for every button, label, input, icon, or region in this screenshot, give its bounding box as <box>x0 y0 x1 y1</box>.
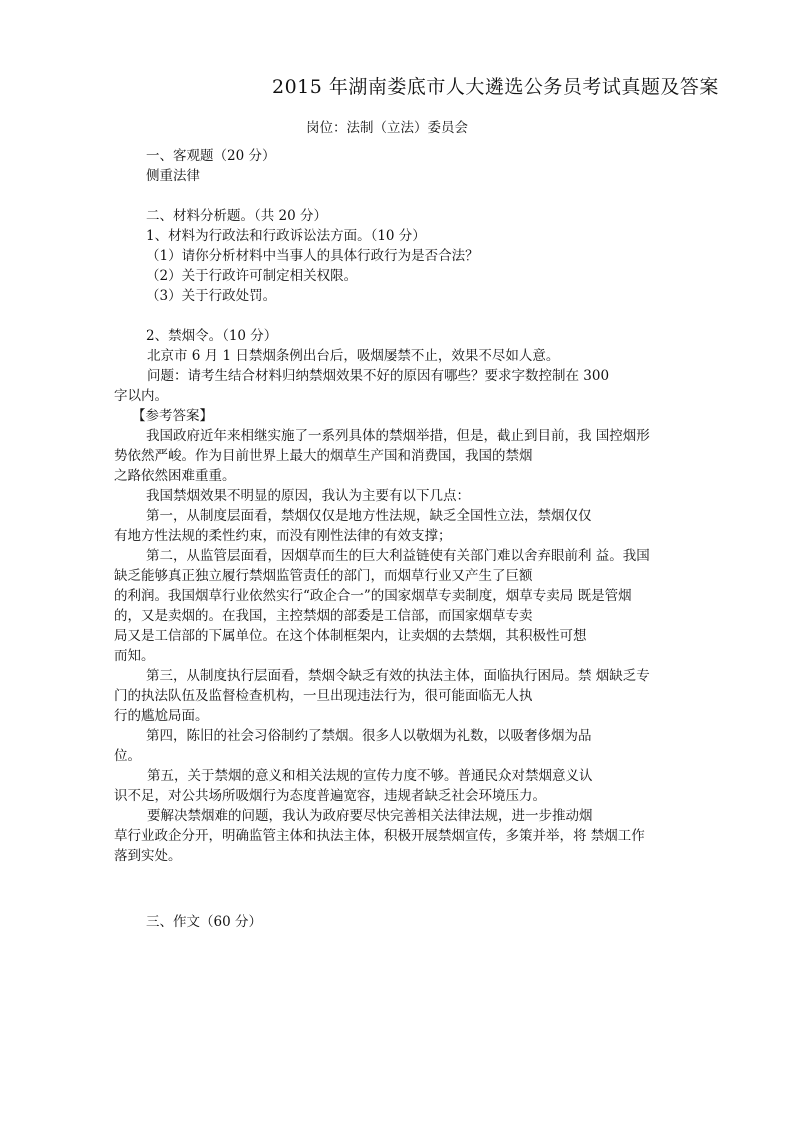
answer-paragraph: 要解决禁烟难的问题，我认为政府要尽快完善相关法律法规，进一步推动烟 <box>147 808 593 824</box>
answer-paragraph: 我国政府近年来相继实施了一系列具体的禁烟举措，但是，截止到目前，我 国控烟形 <box>146 428 650 444</box>
section-note: 侧重法律 <box>146 168 200 184</box>
answer-paragraph: 行的尴尬局面。 <box>114 708 209 724</box>
answer-paragraph: 落到实处。 <box>114 848 182 864</box>
question-title: 2、禁烟令。（10 分） <box>146 328 278 344</box>
question-item: （1）请你分析材料中当事人的具体行政行为是否合法？ <box>146 248 479 264</box>
answer-paragraph: 门的执法队伍及监督检查机构，一旦出现违法行为，很可能面临无人执 <box>114 688 533 704</box>
post-label: 岗位：法制（立法）委员会 <box>306 120 468 136</box>
spacer <box>114 306 689 326</box>
question-item: （3）关于行政处罚。 <box>146 288 277 304</box>
answer-paragraph: 第一，从制度层面看，禁烟仅仅是地方性法规，缺乏全国性立法，禁烟仅仅 <box>146 508 592 524</box>
answer-paragraph: 我国禁烟效果不明显的原因，我认为主要有以下几点： <box>146 488 470 504</box>
document-title: 2015 年湖南娄底市人大遴选公务员考试真题及答案 <box>272 76 719 98</box>
spacer <box>114 186 689 206</box>
question-item: （2）关于行政许可制定相关权限。 <box>146 268 358 284</box>
section-heading: 二、材料分析题。（共 20 分） <box>146 208 328 224</box>
answer-paragraph: 第三，从制度执行层面看，禁烟令缺乏有效的执法主体，面临执行困局。禁 烟缺乏专 <box>146 668 650 684</box>
answer-paragraph: 位。 <box>114 748 141 764</box>
answer-paragraph: 识不足，对公共场所吸烟行为态度普遍宽容，违规者缺乏社会环境压力。 <box>114 788 546 804</box>
section-heading: 一、客观题（20 分） <box>146 148 276 164</box>
answer-paragraph: 的利润。我国烟草行业依然实行“政企合一”的国家烟草专卖制度，烟草专卖局 既是管烟 <box>114 588 632 604</box>
answer-paragraph: 的，又是卖烟的。在我国，主控禁烟的部委是工信部，而国家烟草专卖 <box>114 608 533 624</box>
answer-paragraph: 有地方性法规的柔性约束，而没有刚性法律的有效支撑； <box>114 528 452 544</box>
section-heading: 三、作文（60 分） <box>146 914 262 930</box>
document-body <box>114 146 689 866</box>
answer-paragraph: 第二，从监管层面看，因烟草而生的巨大利益链使有关部门难以舍弃眼前利 益。我国 <box>146 548 650 564</box>
question-text: 字以内。 <box>114 388 168 404</box>
material-text: 北京市 6 月 1 日禁烟条例出台后，吸烟屡禁不止，效果不尽如人意。 <box>147 348 560 364</box>
question-text: 问题：请考生结合材料归纳禁烟效果不好的原因有哪些？要求字数控制在 300 <box>147 368 610 384</box>
answer-paragraph: 草行业政企分开，明确监管主体和执法主体，积极开展禁烟宣传，多策并举，将 禁烟工作 <box>114 828 645 844</box>
question-title: 1、材料为行政法和行政诉讼法方面。（10 分） <box>146 228 426 244</box>
answer-paragraph: 第四，陈旧的社会习俗制约了禁烟。很多人以敬烟为礼数，以吸奢侈烟为品 <box>146 728 592 744</box>
answer-label: 【参考答案】 <box>132 408 213 424</box>
answer-paragraph: 缺乏能够真正独立履行禁烟监管责任的部门，而烟草行业又产生了巨额 <box>114 568 533 584</box>
answer-paragraph: 势依然严峻。作为目前世界上最大的烟草生产国和消费国，我国的禁烟 <box>114 448 533 464</box>
answer-paragraph: 第五，关于禁烟的意义和相关法规的宣传力度不够。普通民众对禁烟意义认 <box>147 768 593 784</box>
answer-paragraph: 局又是工信部的下属单位。在这个体制框架内，让卖烟的去禁烟，其积极性可想 <box>114 628 587 644</box>
answer-paragraph: 之路依然困难重重。 <box>114 468 236 484</box>
answer-paragraph: 而知。 <box>114 648 155 664</box>
